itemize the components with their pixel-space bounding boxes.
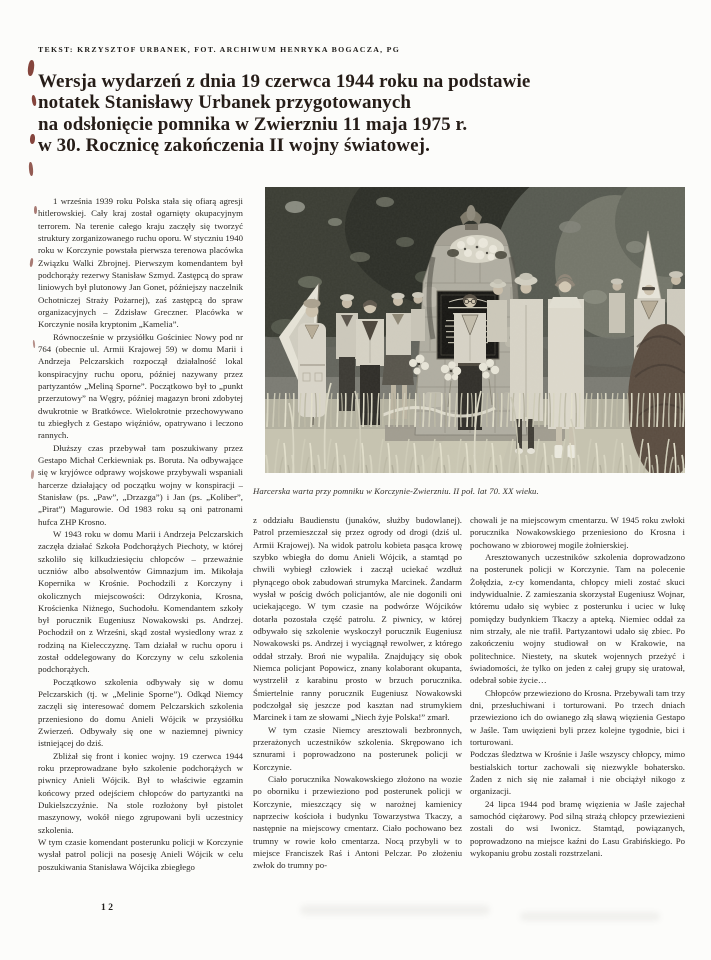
page-edge-artifact	[31, 470, 35, 479]
headline-line: Wersja wydarzeń z dnia 19 czerwca 1944 roku na podstawie	[38, 71, 531, 92]
paragraph: Dłuższy czas przebywał tam poszukiwany przez Gestapo Michał Cerkiewniak ps. Boruta. Na odbywające się w kryjówce odprawy wojskowe przybywali wspaniali harcerze działający od początku wojny w konspiracji – Stanisław (ps. „Paw”, „Drzazga”) i Jan (ps. „Koliber”, „Pirat”) Magurowie. Od 1983 roku są oni patronami hufca ZHP Krosno.	[38, 442, 243, 527]
column-middle	[253, 514, 462, 914]
paragraph: chowali je na miejscowym cmentarzu. W 1945 roku zwłoki porucznika Nowakowskiego przeniesiono do Krosna i pochowano w zbiorowej mogile żołnierskiej.	[470, 515, 685, 550]
paragraph: 1 września 1939 roku Polska stała się ofiarą agresji hitlerowskiej. Cały kraj został ogarnięty okupacyjnym terrorem. Na terenie całego kraju zaczęły się tworzyć struktury zorganizowanego ruchu oporu. W styczniu 1940 roku w Korczynie powstała pierwsza terenowa placówka Związku Walki Zbrojnej. Pierwszym komendantem był podchorąży rezerwy Stanisław Szmyd. Zastępcą do spraw liniowych był plutonowy Jan Gonet, późniejszy naczelnik Ochotniczej Straży Pożarnej), zaś zastępcą do spraw organizacyjnych – Zdzisław Greczner. Placówka w Korczynie nosiła kryptonim „Kamelia”.	[38, 196, 243, 330]
headline-line: na odsłonięcie pomnika w Zwierzniu 11 maja 1975 r.	[38, 113, 468, 135]
paragraph: W tym czasie komendant posterunku policji w Korczynie wysłał patrol policji na posesję Anieli Wójcik w celu poszukiwania Stanisława Wójcika zbiegłego	[38, 837, 243, 872]
page-edge-artifact	[27, 60, 35, 77]
article-headline	[38, 71, 678, 156]
print-showthrough-artifact	[520, 912, 660, 921]
paragraph: Aresztowanych uczestników szkolenia doprowadzono na posterunek policji w Korczynie. Tam na polecenie Żołędzia, z-cy komendanta, chłopcy mieli zostać skuci indywidualnie. Z zamieszania skorzystał Eugeniusz Wojnar, któremu udało się wybiec z posterunku i uciec w lukę pomiędzy budynkiem Tkaczy a apteką. Niemiec oddał za nim strzały, ale nie trafił. Partyzantowi udało się zbiec. Po zakończeniu wojny studiował on w Krakowie, na politechnice. Niestety, na skutek wojennych przeżyć i świadomości, że tylko on jeden z całej grupy się uratował, odebrał sobie życie…	[470, 551, 685, 686]
byline-kicker: TEKST: KRZYSZTOF URBANEK, FOT. ARCHIWUM HENRYKA BOGACZA, PG	[38, 45, 401, 54]
paragraph: 24 lipca 1944 pod bramę więzienia w Jaśle zajechał samochód ciężarowy. Pod silną strażą chłopcy przewiezieni zostali do wsi Iwonicz. Stamtąd, powiązanych, poprowadzono na miejsce kaźni do Lasu Grabińskiego. Po wykopaniu grobu zostali rozstrzelani.	[470, 798, 685, 858]
paragraph: Ciało porucznika Nowakowskiego złożono na wozie po oborniku i przewieziono pod posterunek policji w Korczynie, mieszczący się w narożnej kamienicy naprzeciw kościoła i budynku Towarzystwa Tkaczy, a następnie na miejscowy cmentarz. Ciało pochowano bez trumny w rowie koło cmentarza. Nocą przybyli w to miejsce Franciszek Raś i Antoni Pelczar. Po złożeniu zwłok do trumny po-	[253, 773, 462, 871]
paragraph: Równocześnie w przysiółku Gościniec Nowy pod nr 764 (obecnie ul. Armii Krajowej 59) w domu Marii i Andrzeja Pelczarskich rozpoczął działalność lokal konspiracyjny ruchu oporu, później nazywany przez partyzantów „Meliną Sporne”. Początkowo był to „punkt przerzutowy” na Węgry, później magazyn broni zdobytej dwukrotnie w Bratkówce. Wielokrotnie przechowywano tu zbiegłych z Gestapo więźniów, opatrywano i leczono rannych.	[38, 331, 243, 441]
page-edge-artifact	[29, 258, 33, 267]
photo-film-grain	[265, 187, 685, 473]
column-left	[38, 195, 243, 907]
photo-caption: Harcerska warta przy pomniku w Korczynie-Zwierzniu. II poł. lat 70. XX wieku.	[253, 486, 539, 496]
paragraph: W tym czasie Niemcy aresztowali bezbronnych, przerażonych uczestników szkolenia. Skrępowano ich sznurami i poprowadzono na posterunek policji w Korczynie.	[253, 724, 462, 772]
headline-line: notatek Stanisławy Urbanek przygotowanych	[38, 92, 412, 114]
page-edge-artifact	[34, 206, 37, 214]
page-edge-artifact	[28, 162, 33, 176]
page-edge-artifact	[31, 95, 37, 106]
page-edge-artifact	[30, 134, 36, 144]
column-right	[470, 514, 685, 914]
paragraph: z oddziału Baudienstu (junaków, służby budowlanej). Patrol przemieszczał się przez ogrody od drogi (dziś ul. Armii Krajowej). Na widok patrolu kobieta pasąca krowę szybko wbiegła do domu Anieli Wójcik, a stamtąd po chwili wybiegł człowiek i zaczął uciekać wzdłuż płynącego obok zabudowań strumyka Marcinek. Żandarm wysłał w pościg dwóch policjantów, ale nie dogonili oni uciekającego. W tym czasie na podwórze Wójcików dotarła pozostała część patrolu. Z piwnicy, w której odbywało się szkolenie wyskoczył porucznik Eugeniusz Nowakowski ps. Andrzej i wyciągnął rewolwer, z którego oddał strzały. Broń nie wypaliła. Znajdujący się obok Niemca policjant Popowicz, znany kolaborant okupanta, wystrzelił z karabinu prosto w brzuch porucznika. Śmiertelnie ranny porucznik Eugeniusz Nowakowski podczołgał się jeszcze pod kasztan nad strumykiem Marcinek i tam ze słowami „Niech żyje Polska!” zmarł.	[253, 515, 462, 723]
paragraph: W 1943 roku w domu Marii i Andrzeja Pelczarskich zaczęła działać Szkoła Podchorążych Piechoty, w której szkoliło się kilkudziesięciu chłopców – przeważnie uczniów albo absolwentów Gimnazjum im. Mikołaja Kopernika w Krośnie. Pochodzili z Korczyny i okolicznych miejscowości: Odrzykonia, Krosna, Krościenka Niżnego, Suchodołu. Komendantem szkoły był porucznik Eugeniusz Nowakowski ps. Andrzej. Pochodził on z Wrześni, skąd został wysiedlony wraz z rodziną na Kielecczyznę. Tam działał w ruchu oporu i został oddelegowany do Korczyny w celu szkolenia podchorążych.	[38, 528, 243, 675]
print-showthrough-artifact	[300, 905, 490, 915]
paragraph: Podczas śledztwa w Krośnie i Jaśle wszyscy chłopcy, mimo bestialskich tortur zachowali się niezwykle bohatersko. Żaden z nich się nie załamał i nie obciążył nikogo z organizacji.	[470, 749, 685, 797]
page-number: 12	[101, 903, 116, 913]
paragraph: Zbliżał się front i koniec wojny. 19 czerwca 1944 roku przeprowadzane było szkolenie podchorążych w piwnicy Anieli Wójcik. Był to właściwie egzamin końcowy przed odejściem chłopców do partyzantki na Dukielszczyźnie. Na stole rozłożony był pistolet maszynowy, wokół niego zgrupowani byli uczestnicy szkolenia.	[38, 750, 243, 835]
paragraph: Początkowo szkolenia odbywały się w domu Pelczarskich (tj. w „Melinie Sporne”). Odkąd Niemcy zaczęli się interesować domem Pelczarskich szkolenia przeniesiono do domu Anieli Wójcik w przysiółku Zwierzeń. Odbywały się one w naziemnej piwnicy istniejącej do dziś.	[38, 676, 243, 749]
headline-line: w 30. Rocznicę zakończenia II wojny światowej.	[38, 134, 430, 156]
page-edge-artifact	[33, 340, 36, 348]
memorial-photo	[265, 187, 685, 473]
paragraph: Chłopców przewieziono do Krosna. Przebywali tam trzy dni, przesłuchiwani i torturowani. Po trzech dniach przewieziono ich do owianego złą sławą więzienia Gestapo w Jaśle. Tam uwięzieni byli przez kolejne tygodnie, bici i torturowani.	[470, 687, 685, 747]
